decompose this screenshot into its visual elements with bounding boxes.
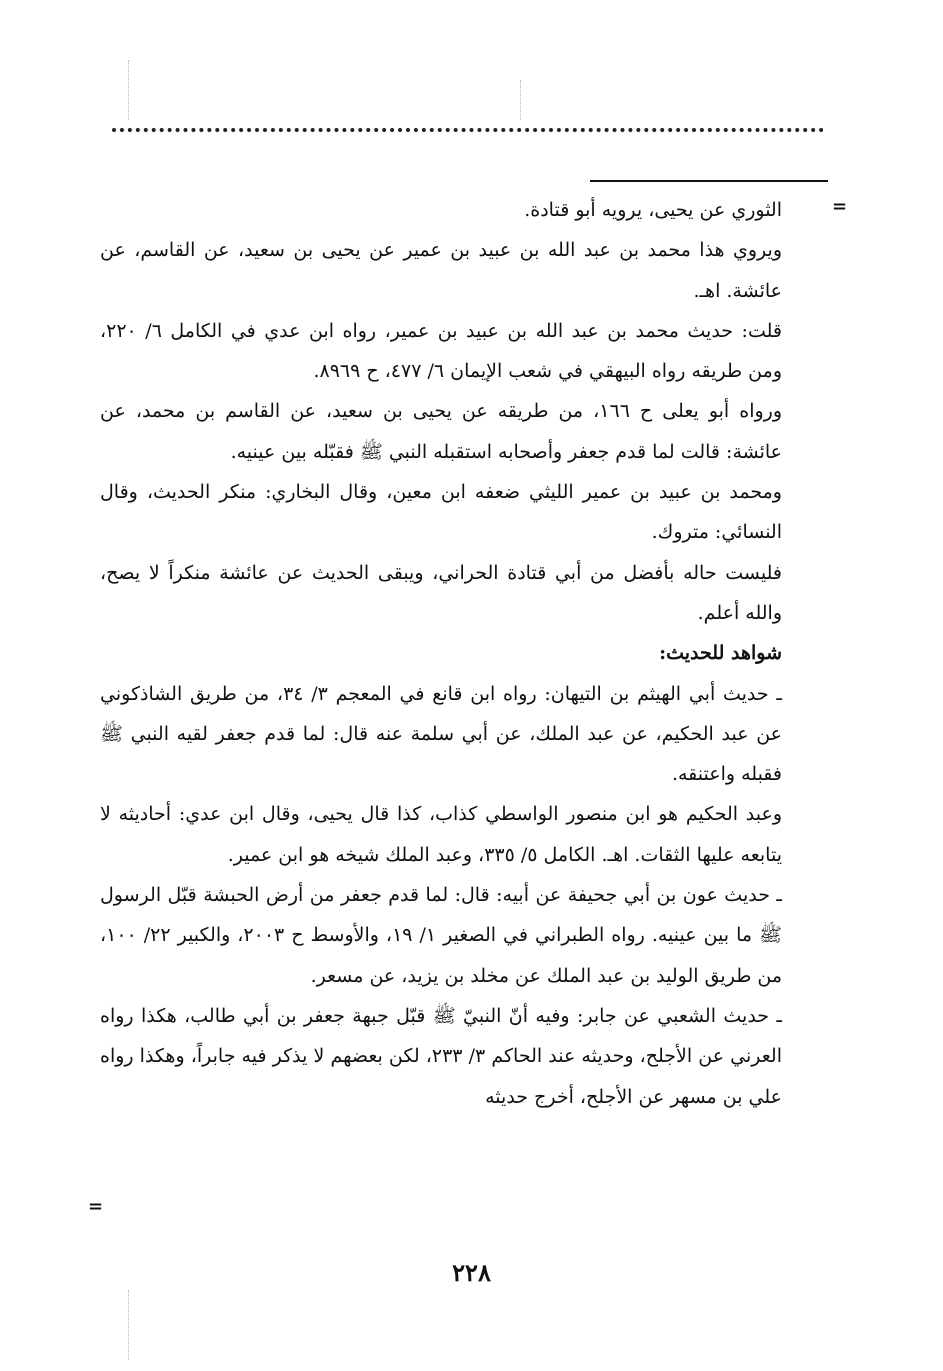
- paragraph: ويروي هذا محمد بن عبد الله بن عبيد بن عمير عن يحيى بن سعيد، عن القاسم، عن عائشة. اهـ.: [100, 239, 782, 302]
- continuation-mark-top: =: [832, 196, 848, 217]
- paragraph: ـ حديث أبي الهيثم بن التيهان: رواه ابن قانع في المعجم ٣/ ٣٤، من طريق الشاذكوني عن عبد الحكيم، عن عبد الملك، عن أبي سلمة عنه قال: لما قدم جعفر لقيه النبي ﷺ فقبله واعتنقه.: [100, 682, 782, 786]
- paragraph: قلت: حديث محمد بن عبد الله بن عبيد بن عمير، رواه ابن عدي في الكامل ٦/ ٢٢٠، ومن طريقه رواه البيهقي في شعب الإيمان ٦/ ٤٧٧، ح ٨٩٦٩.: [100, 319, 782, 383]
- footnote-rule: [590, 180, 828, 182]
- paragraph: ورواه أبو يعلى ح ١٦٦، من طريقه عن يحيى بن سعيد، عن القاسم بن محمد، عن عائشة: قالت لما قدم جعفر وأصحابه استقبله النبي ﷺ فقبّله بين عينيه.: [100, 400, 782, 463]
- paragraph: ـ حديث عون بن أبي جحيفة عن أبيه: قال: لما قدم جعفر من أرض الحبشة قبّل الرسول ﷺ ما بين عينيه. رواه الطبراني في الصغير ١/ ١٩، والأوسط ح ٢٠٠٣، والكبير ٢٢/ ١٠٠، من طريق الوليد بن عبد الملك عن مخلد بن يزيد، عن مسعر.: [100, 884, 782, 987]
- paragraph: ـ حديث الشعبي عن جابر: وفيه أنّ النبيّ ﷺ قبّل جبهة جعفر بن أبي طالب، هكذا رواه العرني عن الأجلح، وحديثه عند الحاكم ٣/ ٢٣٣، لكن بعضهم لا يذكر فيه جابراً، وهكذا رواه علي بن مسهر عن الأجلح، أخرج حديثه: [100, 1004, 782, 1108]
- scan-artifact: [128, 1290, 129, 1360]
- continuation-mark-bottom: =: [88, 1196, 104, 1217]
- paragraph: ومحمد بن عبيد بن عمير الليثي ضعفه ابن معين، وقال البخاري: منكر الحديث، وقال النسائي: متروك.: [100, 481, 782, 544]
- section-heading: شواهد للحديث:: [659, 642, 782, 665]
- page-number: ٢٢٨: [452, 1258, 491, 1287]
- paragraph: وعبد الحكيم هو ابن منصور الواسطي كذاب، كذا قال يحيى، وقال ابن عدي: أحاديثه لا يتابعه عليها الثقات. اهـ. الكامل ٥/ ٣٣٥، وعبد الملك شيخه هو ابن عمير.: [100, 803, 782, 866]
- dotted-separator: [112, 128, 824, 138]
- scan-artifact: [128, 60, 129, 120]
- paragraph: الثوري عن يحيى، يرويه أبو قتادة.: [524, 199, 782, 221]
- paragraph: فليست حاله بأفضل من أبي قتادة الحراني، ويبقى الحديث عن عائشة منكراً لا يصح، والله أعلم.: [100, 561, 782, 624]
- scan-artifact: [520, 80, 521, 120]
- footnote-text: [100, 190, 782, 1117]
